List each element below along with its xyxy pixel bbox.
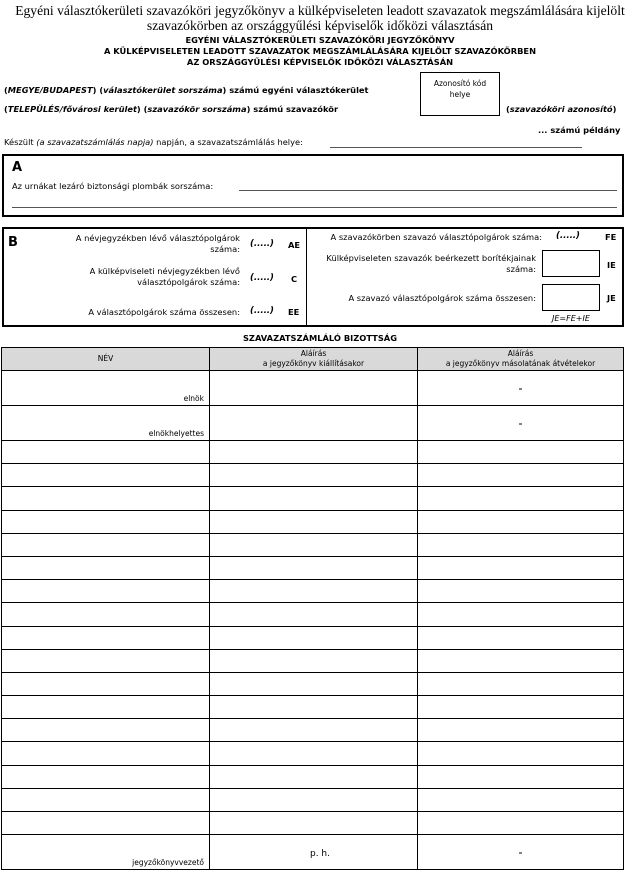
- megye-placeholder: MEGYE/BUDAPEST: [7, 85, 93, 95]
- sign-cell[interactable]: [210, 371, 418, 406]
- copy-sign-cell[interactable]: [418, 672, 624, 695]
- no-sign-dash: –: [418, 835, 624, 870]
- member-row: [2, 441, 624, 464]
- seal-numbers-label: Az urnákat lezáró biztonsági plombák sorszáma:: [12, 181, 214, 191]
- place-underline[interactable]: [330, 147, 582, 148]
- sign-cell[interactable]: [210, 626, 418, 649]
- id-code-box: [420, 72, 500, 116]
- szavazokor-placeholder: szavazókör sorszáma: [147, 104, 247, 114]
- copy-sign-cell[interactable]: [418, 603, 624, 626]
- section-b: [2, 227, 624, 327]
- copy-sign-cell[interactable]: [418, 788, 624, 811]
- sign-cell[interactable]: [210, 441, 418, 464]
- copy-sign-cell[interactable]: [418, 441, 624, 464]
- name-cell[interactable]: [2, 533, 210, 556]
- sign-cell[interactable]: [210, 406, 418, 441]
- committee-header-row: [2, 348, 624, 371]
- member-row: [2, 580, 624, 603]
- name-cell[interactable]: [2, 672, 210, 695]
- member-row: [2, 510, 624, 533]
- copy-sign-cell[interactable]: [418, 510, 624, 533]
- valaszto-placeholder: választókerület sorszáma: [103, 85, 223, 95]
- sign-cell[interactable]: [210, 719, 418, 742]
- committee-title: SZAVAZATSZÁMLÁLÓ BIZOTTSÁG: [242, 333, 398, 343]
- sign-cell[interactable]: [210, 742, 418, 765]
- seal-numbers-line-1[interactable]: [239, 190, 617, 191]
- sign-cell[interactable]: [210, 533, 418, 556]
- ae-value[interactable]: (.....): [250, 239, 274, 249]
- copy-sign-cell[interactable]: [418, 626, 624, 649]
- ie-input-box[interactable]: [542, 250, 600, 277]
- szavazokor-suffix: számú szavazókör: [253, 104, 339, 114]
- ae-label-2: száma:: [210, 244, 240, 254]
- name-cell[interactable]: [2, 649, 210, 672]
- ie-label-2: száma:: [506, 264, 536, 274]
- valaszto-suffix: számú egyéni választókerület: [229, 85, 369, 95]
- member-row: [2, 812, 624, 835]
- role-elnok[interactable]: elnök: [2, 371, 210, 406]
- member-row: [2, 719, 624, 742]
- member-row: [2, 487, 624, 510]
- committee-table: [1, 347, 624, 870]
- sign1-line-a: Aláírás: [300, 349, 327, 358]
- sign-cell[interactable]: [210, 487, 418, 510]
- right-row-fe-label: A szavazókörben szavazó választópolgárok száma:: [330, 232, 542, 242]
- szavazokori-azonosito: (szavazóköri azonosító): [506, 104, 617, 114]
- je-code: JE: [607, 293, 616, 303]
- member-row: [2, 626, 624, 649]
- col-header-sign-2: [418, 348, 624, 371]
- name-cell[interactable]: [2, 580, 210, 603]
- name-cell[interactable]: [2, 464, 210, 487]
- copy-sign-cell[interactable]: [418, 765, 624, 788]
- ee-value[interactable]: (.....): [250, 306, 274, 316]
- ae-code: AE: [288, 240, 301, 250]
- sign-cell[interactable]: [210, 649, 418, 672]
- name-cell[interactable]: [2, 441, 210, 464]
- fe-code: FE: [605, 232, 617, 242]
- row-elnokhelyettes: [2, 406, 624, 441]
- document-title: [0, 3, 640, 33]
- bold-title-3: AZ ORSZÁGGYŰLÉSI KÉPVISELŐK IDŐKÖZI VÁLASZTÁSÁN: [186, 57, 454, 67]
- id-box-line-1: Azonosító kód: [433, 79, 487, 88]
- section-b-divider: [306, 229, 307, 325]
- sign-cell[interactable]: [210, 464, 418, 487]
- name-cell[interactable]: [2, 742, 210, 765]
- title-line-2: szavazókörben az országgyűlési képviselők időközi választásán: [146, 18, 494, 33]
- c-label-1: A külképviseleti névjegyzékben lévő: [89, 266, 240, 276]
- sign2-line-b: a jegyzőkönyv másolatának átvételekor: [445, 359, 596, 368]
- left-row-ae-label: [34, 233, 240, 255]
- copy-sign-cell[interactable]: [418, 487, 624, 510]
- name-cell[interactable]: [2, 788, 210, 811]
- location-line-1: (MEGYE/BUDAPEST) (választókerület sorszáma) számú egyéni választókerület: [4, 85, 369, 95]
- je-input-box[interactable]: [542, 284, 600, 311]
- col-header-name: NÉV: [2, 348, 210, 371]
- copy-sign-cell[interactable]: [418, 556, 624, 579]
- member-row: [2, 696, 624, 719]
- prepared-word: Készült: [4, 137, 34, 147]
- name-cell[interactable]: [2, 719, 210, 742]
- ie-label-1: Külképviseleten szavazók beérkezett borítékjainak: [326, 253, 536, 263]
- copy-sign-cell[interactable]: [418, 464, 624, 487]
- sign-cell[interactable]: [210, 672, 418, 695]
- name-cell[interactable]: [2, 765, 210, 788]
- ie-code: IE: [607, 260, 616, 270]
- location-line-2: (TELEPÜLÉS/fővárosi kerület) (szavazókör sorszáma) számú szavazókör: [4, 104, 339, 114]
- name-cell[interactable]: [2, 812, 210, 835]
- sign-cell[interactable]: [210, 603, 418, 626]
- id-box-line-2: helye: [449, 90, 471, 99]
- title-line-1: Egyéni választókerületi szavazóköri jegyzőkönyv a külképviseleten leadott szavazatok megszámlálására kijelölt: [15, 3, 625, 18]
- sign-cell[interactable]: [210, 812, 418, 835]
- member-row: [2, 464, 624, 487]
- fe-value[interactable]: (.....): [556, 231, 580, 241]
- sign-cell[interactable]: [210, 696, 418, 719]
- left-row-c-label: [34, 266, 240, 288]
- c-code: C: [291, 274, 298, 284]
- name-cell[interactable]: [2, 510, 210, 533]
- name-cell[interactable]: [2, 556, 210, 579]
- copy-sign-cell[interactable]: [418, 580, 624, 603]
- member-row: [2, 649, 624, 672]
- ee-code: EE: [288, 307, 300, 317]
- col-header-sign-1: [210, 348, 418, 371]
- name-cell[interactable]: [2, 696, 210, 719]
- name-cell[interactable]: [2, 603, 210, 626]
- bold-title-2: A KÜLKÉPVISELETEN LEADOTT SZAVAZATOK MEGSZÁMLÁLÁSÁRA KIJELÖLT SZAVAZÓKÖRBEN: [103, 46, 537, 56]
- c-label-2: választópolgárok száma:: [137, 277, 240, 287]
- member-row: [2, 765, 624, 788]
- ee-label-1: A választópolgárok száma összesen:: [88, 307, 240, 317]
- sign-cell[interactable]: [210, 510, 418, 533]
- right-row-je-label: A szavazó választópolgárok száma összesen:: [348, 293, 536, 303]
- copy-sign-cell[interactable]: [418, 742, 624, 765]
- member-row: [2, 556, 624, 579]
- copy-sign-cell[interactable]: [418, 812, 624, 835]
- no-sign-dash: –: [418, 371, 624, 406]
- right-row-ie-label: [308, 253, 536, 275]
- left-row-ee-label: [34, 307, 240, 318]
- sign-cell[interactable]: [210, 580, 418, 603]
- role-elnokhelyettes[interactable]: elnökhelyettes: [2, 406, 210, 441]
- member-row: [2, 603, 624, 626]
- no-sign-dash: –: [418, 406, 624, 441]
- name-cell[interactable]: [2, 626, 210, 649]
- sign-cell[interactable]: [210, 765, 418, 788]
- section-a-letter: A: [12, 160, 23, 175]
- prepared-place-label: napján, a szavazatszámlálás helye:: [156, 137, 303, 147]
- copy-sign-cell[interactable]: [418, 696, 624, 719]
- ae-label-1: A névjegyzékben lévő választópolgárok: [75, 233, 240, 243]
- prepared-line: [4, 137, 303, 148]
- sign-cell[interactable]: [210, 788, 418, 811]
- copy-number: ... számú példány: [538, 125, 621, 135]
- c-value[interactable]: (.....): [250, 273, 274, 283]
- seal-numbers-line-2[interactable]: [12, 207, 617, 208]
- member-row: [2, 672, 624, 695]
- seal-place: p. h.: [310, 849, 330, 859]
- section-a: [2, 154, 624, 217]
- je-formula: JE=FE+IE: [552, 314, 590, 323]
- sign-cell[interactable]: [210, 556, 418, 579]
- bold-title-1: EGYÉNI VÁLASZTÓKERÜLETI SZAVAZÓKÖRI JEGYZŐKÖNYV: [185, 35, 455, 45]
- member-row: [2, 788, 624, 811]
- name-cell[interactable]: [2, 487, 210, 510]
- sign1-line-b: a jegyzőkönyv kiállításakor: [262, 359, 365, 368]
- sign2-line-a: Aláírás: [507, 349, 534, 358]
- member-row: [2, 533, 624, 556]
- prepared-date-placeholder: (a szavazatszámlálás napja): [36, 137, 154, 147]
- member-row: [2, 742, 624, 765]
- role-jegyzokonyvvezeto[interactable]: jegyzőkönyvvezető: [2, 835, 210, 870]
- section-b-letter: B: [8, 235, 18, 250]
- copy-sign-cell[interactable]: [418, 649, 624, 672]
- copy-sign-cell[interactable]: [418, 533, 624, 556]
- row-elnok: [2, 371, 624, 406]
- azonosito-text: szavazóköri azonosító: [509, 104, 613, 114]
- copy-sign-cell[interactable]: [418, 719, 624, 742]
- telepules-placeholder: TELEPÜLÉS/fővárosi kerület: [7, 104, 137, 114]
